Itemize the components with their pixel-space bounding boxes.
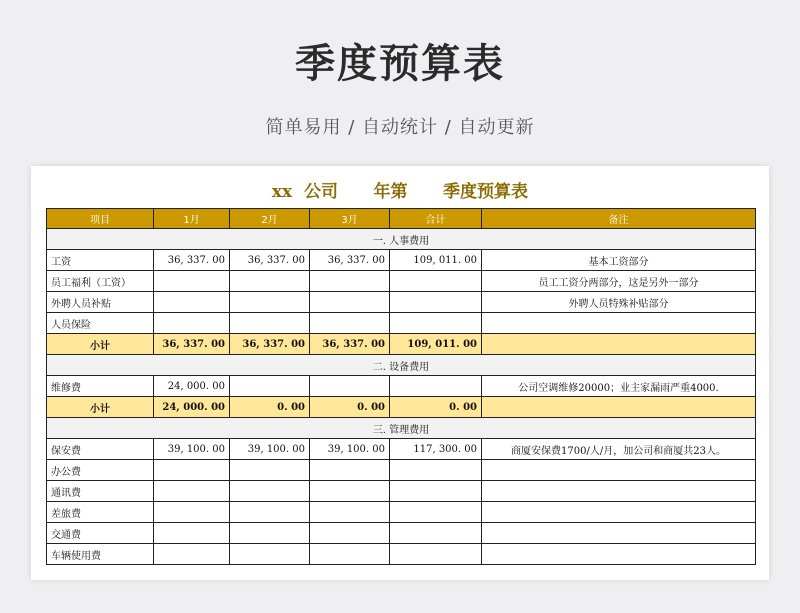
m3-cell[interactable] [310, 313, 390, 334]
section-header [47, 229, 756, 250]
total-cell[interactable] [390, 271, 482, 292]
note-cell[interactable] [482, 523, 756, 544]
note-cell[interactable] [482, 544, 756, 565]
m1-cell[interactable]: 39, 100. 00 [154, 439, 230, 460]
col-header-note[interactable]: 备注 [482, 209, 756, 229]
table-row [47, 292, 756, 313]
item-cell[interactable]: 车辆使用费 [47, 544, 154, 565]
table-row [47, 544, 756, 565]
item-cell[interactable]: 人员保险 [47, 313, 154, 334]
total-cell[interactable] [390, 481, 482, 502]
col-header-m1[interactable]: 1月 [154, 209, 230, 229]
total-cell[interactable] [390, 502, 482, 523]
item-cell[interactable]: 保安费 [47, 439, 154, 460]
m1-cell[interactable] [154, 502, 230, 523]
page-title: 季度预算表 [295, 41, 505, 87]
total-cell[interactable] [390, 460, 482, 481]
table-row [47, 523, 756, 544]
subtotal-label[interactable]: 小计 [47, 334, 154, 355]
table-row [47, 313, 756, 334]
note-cell[interactable]: 公司空调维修20000；业主家漏雨严重4000. [482, 376, 756, 397]
subtotal-m1-cell[interactable]: 36, 337. 00 [154, 334, 230, 355]
total-cell[interactable] [390, 523, 482, 544]
item-cell[interactable]: 差旅费 [47, 502, 154, 523]
m3-cell[interactable]: 36, 337. 00 [310, 250, 390, 271]
item-cell[interactable]: 交通费 [47, 523, 154, 544]
item-cell[interactable]: 工资 [47, 250, 154, 271]
note-cell[interactable] [482, 502, 756, 523]
item-cell[interactable]: 员工福利（工资） [47, 271, 154, 292]
item-cell[interactable]: 维修费 [47, 376, 154, 397]
subtotal-row [47, 334, 756, 355]
note-cell[interactable] [482, 481, 756, 502]
m1-cell[interactable] [154, 523, 230, 544]
m3-cell[interactable] [310, 523, 390, 544]
m1-cell[interactable] [154, 292, 230, 313]
section-title[interactable]: 三. 管理费用 [47, 418, 756, 439]
total-cell[interactable]: 109, 011. 00 [390, 250, 482, 271]
m2-cell[interactable] [230, 271, 310, 292]
m3-cell[interactable]: 39, 100. 00 [310, 439, 390, 460]
m2-cell[interactable] [230, 544, 310, 565]
m2-cell[interactable] [230, 460, 310, 481]
item-cell[interactable]: 办公费 [47, 460, 154, 481]
section-header [47, 418, 756, 439]
m3-cell[interactable] [310, 544, 390, 565]
m3-cell[interactable] [310, 292, 390, 313]
subtotal-m1-cell[interactable]: 24, 000. 00 [154, 397, 230, 418]
total-cell[interactable] [390, 313, 482, 334]
m2-cell[interactable] [230, 523, 310, 544]
note-cell[interactable]: 外聘人员特殊补贴部分 [482, 292, 756, 313]
subtotal-m3-cell[interactable]: 36, 337. 00 [310, 334, 390, 355]
subtotal-total-cell[interactable]: 109, 011. 00 [390, 334, 482, 355]
m1-cell[interactable] [154, 481, 230, 502]
total-cell[interactable] [390, 292, 482, 313]
col-header-m2[interactable]: 2月 [230, 209, 310, 229]
note-cell[interactable] [482, 313, 756, 334]
col-header-m3[interactable]: 3月 [310, 209, 390, 229]
m1-cell[interactable] [154, 544, 230, 565]
m3-cell[interactable] [310, 460, 390, 481]
m1-cell[interactable]: 24, 000. 00 [154, 376, 230, 397]
note-cell[interactable]: 基本工资部分 [482, 250, 756, 271]
subtotal-total-cell[interactable]: 0. 00 [390, 397, 482, 418]
section-header [47, 355, 756, 376]
note-cell[interactable]: 员工工资分两部分，这是另外一部分 [482, 271, 756, 292]
table-row [47, 376, 756, 397]
m3-cell[interactable] [310, 271, 390, 292]
budget-sheet [31, 166, 769, 580]
item-cell[interactable]: 通讯费 [47, 481, 154, 502]
subtotal-note-cell[interactable] [482, 397, 756, 418]
subtotal-m2-cell[interactable]: 0. 00 [230, 397, 310, 418]
table-row [47, 502, 756, 523]
subtotal-note-cell[interactable] [482, 334, 756, 355]
m2-cell[interactable] [230, 313, 310, 334]
total-cell[interactable] [390, 376, 482, 397]
note-cell[interactable] [482, 460, 756, 481]
m2-cell[interactable] [230, 376, 310, 397]
subtotal-row [47, 397, 756, 418]
total-cell[interactable]: 117, 300. 00 [390, 439, 482, 460]
m3-cell[interactable] [310, 502, 390, 523]
m1-cell[interactable] [154, 271, 230, 292]
m1-cell[interactable] [154, 313, 230, 334]
header-row [47, 209, 756, 229]
table-row [47, 439, 756, 460]
m1-cell[interactable] [154, 460, 230, 481]
m3-cell[interactable] [310, 376, 390, 397]
m2-cell[interactable] [230, 502, 310, 523]
subtotal-label[interactable]: 小计 [47, 397, 154, 418]
section-title[interactable]: 二. 设备费用 [47, 355, 756, 376]
m2-cell[interactable] [230, 481, 310, 502]
budget-table [46, 208, 756, 565]
col-header-item[interactable]: 项目 [47, 209, 154, 229]
item-cell[interactable]: 外聘人员补贴 [47, 292, 154, 313]
subtotal-m3-cell[interactable]: 0. 00 [310, 397, 390, 418]
table-row [47, 481, 756, 502]
section-title[interactable]: 一. 人事费用 [47, 229, 756, 250]
m2-cell[interactable] [230, 292, 310, 313]
page-subtitle: 简单易用 / 自动统计 / 自动更新 [265, 117, 535, 138]
total-cell[interactable] [390, 544, 482, 565]
m2-cell[interactable]: 39, 100. 00 [230, 439, 310, 460]
table-row [47, 250, 756, 271]
m1-cell[interactable]: 36, 337. 00 [154, 250, 230, 271]
sheet-title: xx 公司 年第 季度预算表 [271, 182, 529, 202]
col-header-total[interactable]: 合计 [390, 209, 482, 229]
table-row [47, 460, 756, 481]
table-row [47, 271, 756, 292]
m2-cell[interactable]: 36, 337. 00 [230, 250, 310, 271]
subtotal-m2-cell[interactable]: 36, 337. 00 [230, 334, 310, 355]
note-cell[interactable]: 商厦安保费1700/人/月，加公司和商厦共23人。 [482, 439, 756, 460]
m3-cell[interactable] [310, 481, 390, 502]
